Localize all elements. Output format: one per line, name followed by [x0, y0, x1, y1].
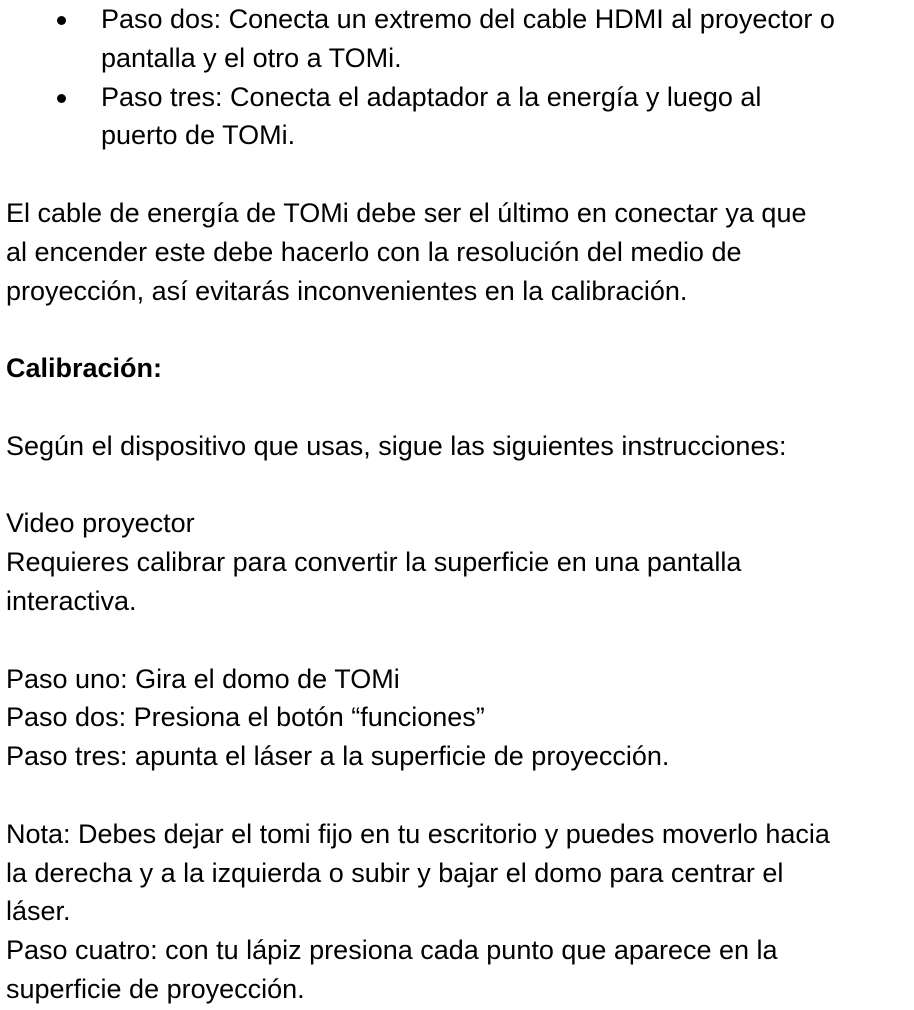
note-line: Nota: Debes dejar el tomi fijo en tu escritorio y puedes moverlo hacia — [6, 818, 830, 849]
spacer — [6, 310, 911, 349]
paragraph-line: El cable de energía de TOMi debe ser el último en conectar ya que — [6, 197, 807, 228]
device-description-line: Requieres calibrar para convertir la superficie en una pantalla — [6, 547, 742, 578]
calibration-heading: Calibración: — [6, 353, 163, 384]
list-item — [6, 0, 911, 78]
step-line: Paso dos: Presiona el botón “funciones” — [6, 702, 485, 733]
note-line: láser. — [6, 896, 71, 927]
note-line: la derecha y a la izquierda o subir y bajar el domo para centrar el — [6, 857, 784, 888]
final-step-line: superficie de proyección. — [6, 973, 305, 1004]
power-note-paragraph — [6, 194, 911, 310]
list-item-line: pantalla y el otro a TOMi. — [101, 42, 402, 73]
spacer — [6, 388, 911, 427]
note-paragraph — [6, 815, 911, 931]
spacer — [6, 776, 911, 815]
paragraph-line: al encender este debe hacerlo con la resolución del medio de — [6, 236, 742, 267]
list-item-line: Paso dos: Conecta un extremo del cable HDMI al proyector o — [101, 4, 835, 34]
final-step-paragraph — [6, 931, 911, 1009]
connection-steps-list — [6, 0, 911, 155]
document-body — [6, 0, 911, 1009]
spacer — [6, 621, 911, 660]
paragraph-line: proyección, así evitarás inconvenientes en la calibración. — [6, 275, 688, 306]
final-step-line: Paso cuatro: con tu lápiz presiona cada punto que aparece en la — [6, 935, 778, 966]
bullet-icon — [57, 94, 66, 103]
intro-paragraph: Según el dispositivo que usas, sigue las siguientes instrucciones: — [6, 430, 787, 461]
spacer — [6, 155, 911, 194]
list-item — [6, 78, 911, 156]
list-item-line: Paso tres: Conecta el adaptador a la energía y luego al — [101, 81, 762, 112]
device-name: Video proyector — [6, 508, 195, 539]
device-section — [6, 504, 911, 620]
list-item-line: puerto de TOMi. — [101, 120, 296, 151]
spacer — [6, 466, 911, 505]
step-line: Paso uno: Gira el domo de TOMi — [6, 663, 400, 694]
calibration-steps — [6, 660, 911, 776]
device-description-line: interactiva. — [6, 585, 137, 616]
step-line: Paso tres: apunta el láser a la superficie de proyección. — [6, 741, 670, 772]
bullet-icon — [57, 16, 66, 25]
